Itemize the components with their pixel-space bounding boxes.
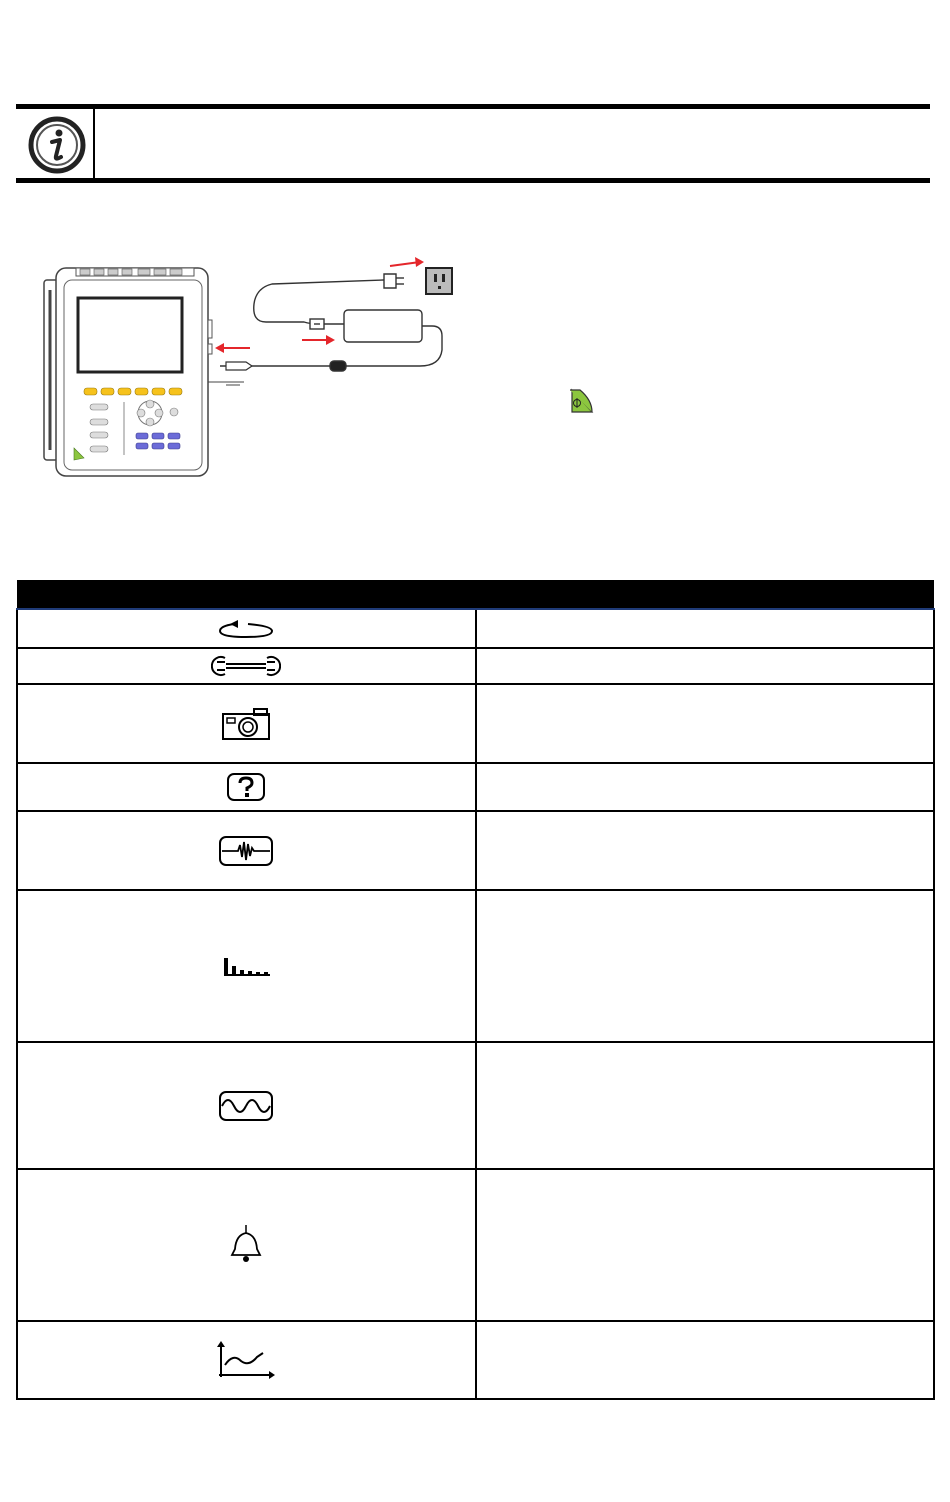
table-header-cell bbox=[17, 580, 476, 609]
table-row bbox=[17, 1321, 934, 1399]
info-icon bbox=[28, 116, 86, 174]
row-description bbox=[476, 648, 935, 684]
table-row bbox=[17, 1169, 934, 1321]
alarm-bell-icon[interactable] bbox=[226, 1223, 266, 1267]
row-description bbox=[476, 1321, 935, 1399]
table-row bbox=[17, 648, 934, 684]
return-arrow-icon[interactable] bbox=[216, 618, 276, 640]
table-header-row bbox=[17, 580, 934, 609]
info-divider bbox=[93, 104, 95, 183]
table-row bbox=[17, 763, 934, 811]
row-description bbox=[476, 609, 935, 648]
table-header-cell bbox=[476, 580, 935, 609]
table-row bbox=[17, 811, 934, 890]
help-icon[interactable] bbox=[226, 772, 266, 802]
camera-icon[interactable] bbox=[220, 707, 272, 741]
bottom-rule bbox=[16, 178, 930, 183]
row-description bbox=[476, 890, 935, 1042]
table-row bbox=[17, 609, 934, 648]
power-analyzer-device bbox=[44, 268, 244, 476]
row-description bbox=[476, 811, 935, 890]
harmonics-bars-icon[interactable] bbox=[220, 955, 272, 977]
charger-cable bbox=[220, 274, 442, 371]
sine-waveform-icon[interactable] bbox=[218, 1090, 274, 1122]
transient-waveform-icon[interactable] bbox=[218, 835, 274, 867]
button-table bbox=[16, 580, 935, 1400]
trend-curve-icon[interactable] bbox=[215, 1339, 277, 1381]
wall-outlet-icon bbox=[426, 268, 452, 294]
row-description bbox=[476, 1042, 935, 1169]
power-button-icon bbox=[570, 390, 592, 412]
row-description bbox=[476, 684, 935, 763]
table-row bbox=[17, 1042, 934, 1169]
power-analyzer-illustration bbox=[40, 240, 600, 490]
row-description bbox=[476, 763, 935, 811]
row-description bbox=[476, 1169, 935, 1321]
wrench-icon[interactable] bbox=[211, 654, 281, 678]
table-row bbox=[17, 890, 934, 1042]
table-row bbox=[17, 684, 934, 763]
top-rule bbox=[16, 104, 930, 109]
